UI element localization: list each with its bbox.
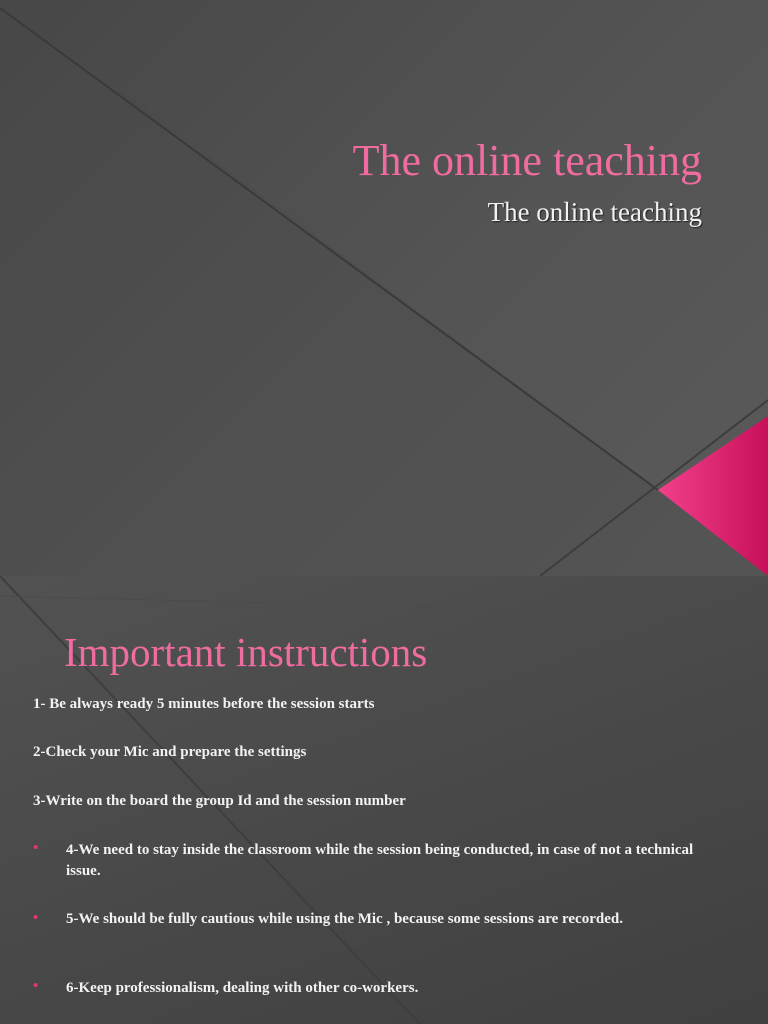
instruction-item: 2-Check your Mic and prepare the settings — [33, 744, 307, 760]
instruction-item: 4-We need to stay inside the classroom while the session being conducted, in case of not a technical issue. — [66, 842, 694, 879]
bg-diagonal-line — [0, 596, 768, 616]
bullet-icon: • — [33, 978, 39, 994]
instruction-item: 3-Write on the board the group Id and the session number — [33, 793, 406, 809]
instruction-item: 1- Be always ready 5 minutes before the session starts — [33, 696, 375, 712]
slide-subtitle: The online teaching — [487, 197, 702, 227]
instructions-heading: Important instructions — [64, 629, 428, 675]
instruction-item: 6-Keep professionalism, dealing with other co-workers. — [66, 980, 419, 996]
slide-instructions — [0, 576, 768, 1024]
bullet-icon: • — [33, 910, 39, 926]
bullet-icon: • — [33, 840, 39, 856]
slide-title-heading: The online teaching — [352, 136, 702, 185]
instruction-item: 5-We should be fully cautious while using the Mic , because some sessions are recorded. — [66, 911, 623, 927]
